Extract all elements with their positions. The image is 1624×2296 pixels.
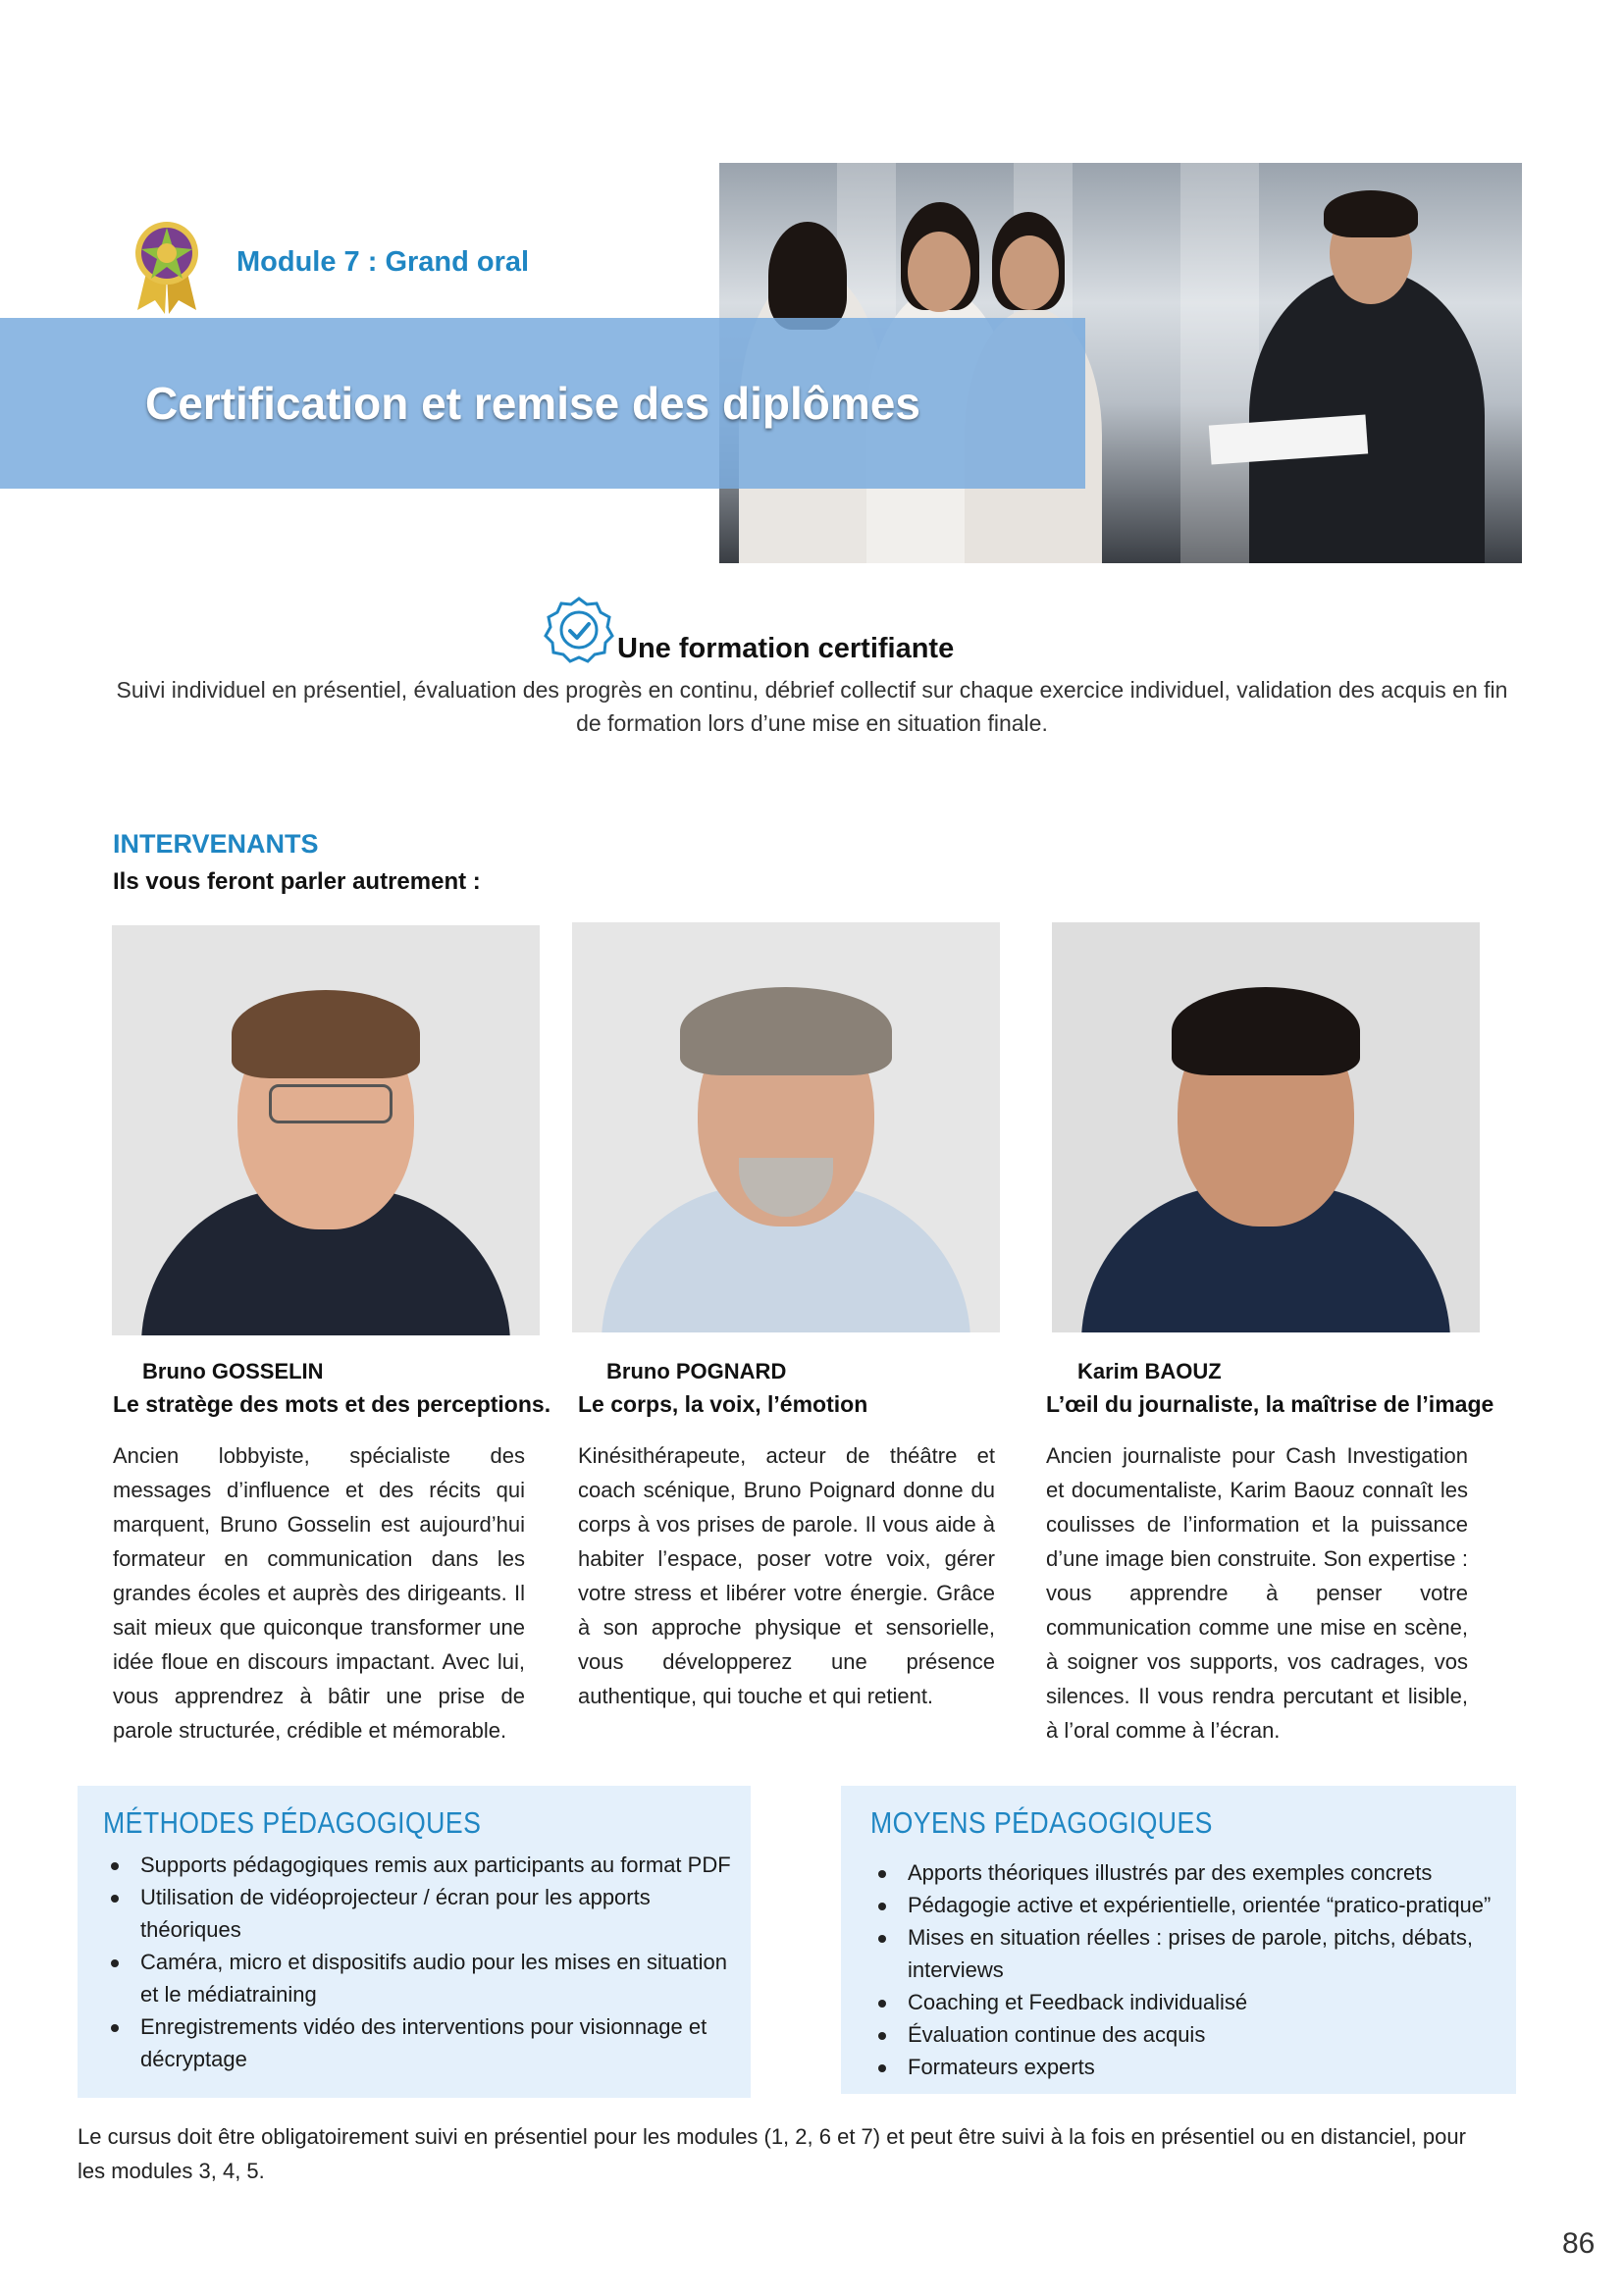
- speaker-tagline: Le corps, la voix, l’émotion: [578, 1391, 868, 1417]
- methodes-list: [103, 1849, 741, 2075]
- speaker-name: Bruno POGNARD: [606, 1359, 787, 1383]
- list-item: Mises en situation réelles : prises de parole, pitchs, débats, interviews: [870, 1921, 1498, 1986]
- moyens-title: MOYENS PÉDAGOGIQUES: [870, 1805, 1213, 1840]
- moyens-list: [870, 1856, 1498, 2083]
- intervenants-heading: INTERVENANTS: [113, 829, 319, 859]
- speaker-tagline: Le stratège des mots et des perceptions.: [113, 1391, 551, 1417]
- list-item: Coaching et Feedback individualisé: [870, 1986, 1498, 2018]
- list-item: Caméra, micro et dispositifs audio pour les mises en situation et le médiatraining: [103, 1946, 741, 2010]
- methodes-title: MÉTHODES PÉDAGOGIQUES: [103, 1805, 482, 1840]
- certification-title: Une formation certifiante: [617, 633, 955, 664]
- intervenants-subtitle: Ils vous feront parler autrement :: [113, 868, 481, 895]
- module-label: Module 7 : Grand oral: [236, 246, 530, 278]
- portrait-bruno-gosselin: [112, 925, 540, 1335]
- page-number: 86: [1562, 2227, 1596, 2260]
- speaker-bio: Kinésithérapeute, acteur de théâtre et coach scénique, Bruno Poignard donne du corps à vos prises de parole. Il vous aide à habiter l’espace, poser votre voix, gérer votre stress et libérer votre énergie. Grâce à son approche physique et sensorielle, vous développerez une présence authentique, qui touche et qui retient.: [578, 1443, 995, 1708]
- portrait-karim-baouz: [1052, 922, 1480, 1332]
- list-item: Utilisation de vidéoprojecteur / écran pour les apports théoriques: [103, 1881, 741, 1946]
- portrait-bruno-pognard: [572, 922, 1000, 1332]
- methodes-box: [78, 1786, 751, 2098]
- certification-description: Suivi individuel en présentiel, évaluation des progrès en continu, débrief collectif sur chaque exercice individuel, validation des acquis en fin de formation lors d’une mise en situation finale.: [116, 677, 1508, 736]
- list-item: Apports théoriques illustrés par des exemples concrets: [870, 1856, 1498, 1889]
- list-item: Supports pédagogiques remis aux participants au format PDF: [103, 1849, 741, 1881]
- speaker-name: Karim BAOUZ: [1077, 1359, 1222, 1383]
- speaker-name: Bruno GOSSELIN: [142, 1359, 324, 1383]
- list-item: Pédagogie active et expérientielle, orientée “pratico-pratique”: [870, 1889, 1498, 1921]
- footer-note: Le cursus doit être obligatoirement suivi en présentiel pour les modules (1, 2, 6 et 7) et peut être suivi à la fois en présentiel ou en distanciel, pour les modules 3, 4, 5.: [78, 2124, 1466, 2183]
- speaker-bio: Ancien journaliste pour Cash Investigation et documentaliste, Karim Baouz connaît les coulisses de l’information et la puissance d’une image bien construite. Son expertise : vous apprendre à penser votre communication comme une mise en scène, à soigner vos supports, vos cadrages, vos silences. Il vous rendra percutant et lisible, à l’oral comme à l’écran.: [1046, 1443, 1468, 1743]
- speaker-bio: Ancien lobbyiste, spécialiste des messages d’influence et des récits qui marquent, Bruno Gosselin est aujourd’hui formateur en communication dans les grandes écoles et auprès des dirigeants. Il sait mieux que quiconque transformer une idée floue en discours impactant. Avec lui, vous apprendrez à bâtir une prise de parole structurée, crédible et mémorable.: [113, 1443, 525, 1743]
- page-title: Certification et remise des diplômes: [145, 378, 920, 429]
- list-item: Évaluation continue des acquis: [870, 2018, 1498, 2051]
- list-item: Enregistrements vidéo des interventions pour visionnage et décryptage: [103, 2010, 741, 2075]
- moyens-box: [841, 1786, 1516, 2094]
- list-item: Formateurs experts: [870, 2051, 1498, 2083]
- certified-check-icon: [544, 595, 614, 665]
- award-badge-icon: [133, 220, 200, 316]
- speaker-tagline: L’œil du journaliste, la maîtrise de l’image: [1046, 1391, 1494, 1417]
